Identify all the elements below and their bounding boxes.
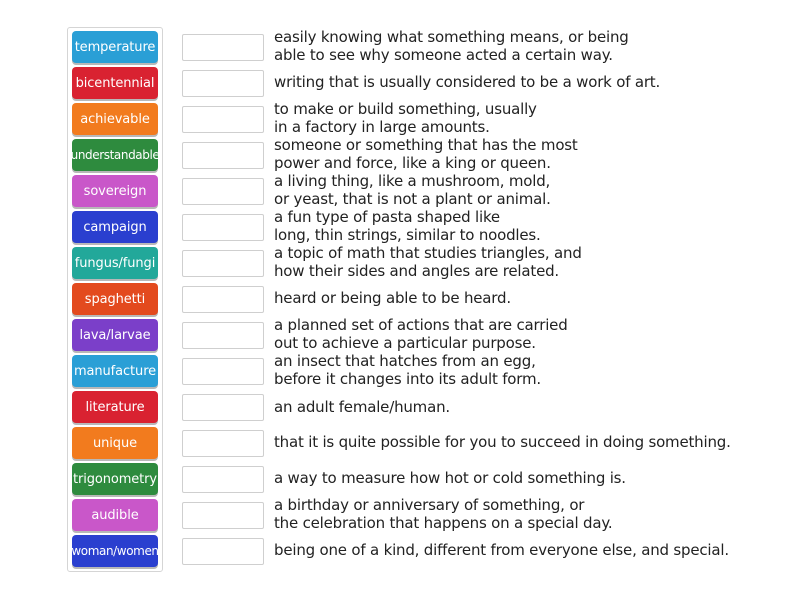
definition-15-line-1: being one of a kind, different from everyone else, and special. xyxy=(274,541,729,559)
definition-11-line-1: an adult female/human. xyxy=(274,398,450,416)
word-tile-audible[interactable]: audible xyxy=(72,499,158,531)
answer-drop-box-8[interactable] xyxy=(182,286,264,313)
definition-6-line-1: a fun type of pasta shaped like xyxy=(274,208,500,226)
definition-6 xyxy=(274,208,774,244)
answer-drop-box-6[interactable] xyxy=(182,214,264,241)
word-tile-lava-larvae[interactable]: lava/larvae xyxy=(72,319,158,351)
answer-drop-box-4[interactable] xyxy=(182,142,264,169)
definition-6-line-2: long, thin strings, similar to noodles. xyxy=(274,226,541,244)
definition-10-line-1: an insect that hatches from an egg, xyxy=(274,352,536,370)
word-tile-achievable[interactable]: achievable xyxy=(72,103,158,135)
definition-9 xyxy=(274,316,774,352)
definition-11 xyxy=(274,398,774,416)
definition-1 xyxy=(274,28,774,64)
word-tile-panel xyxy=(67,27,163,572)
answer-drop-box-11[interactable] xyxy=(182,394,264,421)
definition-8 xyxy=(274,289,774,307)
definition-14-line-2: the celebration that happens on a special day. xyxy=(274,514,613,532)
word-tile-trigonometry[interactable]: trigonometry xyxy=(72,463,158,495)
word-tile-bicentennial[interactable]: bicentennial xyxy=(72,67,158,99)
definition-4 xyxy=(274,136,774,172)
definition-4-line-1: someone or something that has the most xyxy=(274,136,578,154)
answer-drop-box-13[interactable] xyxy=(182,466,264,493)
word-tile-fungus-fungi[interactable]: fungus/fungi xyxy=(72,247,158,279)
answer-drop-box-12[interactable] xyxy=(182,430,264,457)
definition-3 xyxy=(274,100,774,136)
definition-5-line-2: or yeast, that is not a plant or animal. xyxy=(274,190,551,208)
definition-1-line-2: able to see why someone acted a certain way. xyxy=(274,46,613,64)
answer-drop-box-3[interactable] xyxy=(182,106,264,133)
definition-14 xyxy=(274,496,774,532)
definition-12 xyxy=(274,433,774,451)
definition-4-line-2: power and force, like a king or queen. xyxy=(274,154,551,172)
word-tile-campaign[interactable]: campaign xyxy=(72,211,158,243)
answer-drop-box-7[interactable] xyxy=(182,250,264,277)
definition-10-line-2: before it changes into its adult form. xyxy=(274,370,541,388)
word-tile-understandable[interactable]: understandable xyxy=(72,139,158,171)
word-tile-literature[interactable]: literature xyxy=(72,391,158,423)
definition-7-line-2: how their sides and angles are related. xyxy=(274,262,559,280)
definition-1-line-1: easily knowing what something means, or being xyxy=(274,28,629,46)
definition-14-line-1: a birthday or anniversary of something, or xyxy=(274,496,585,514)
definition-9-line-2: out to achieve a particular purpose. xyxy=(274,334,536,352)
answer-drop-box-9[interactable] xyxy=(182,322,264,349)
definition-5 xyxy=(274,172,774,208)
definition-15 xyxy=(274,541,774,559)
answer-drop-box-1[interactable] xyxy=(182,34,264,61)
definition-10 xyxy=(274,352,774,388)
definition-8-line-1: heard or being able to be heard. xyxy=(274,289,511,307)
definition-12-line-1: that it is quite possible for you to succeed in doing something. xyxy=(274,433,731,451)
word-tile-spaghetti[interactable]: spaghetti xyxy=(72,283,158,315)
definition-3-line-1: to make or build something, usually xyxy=(274,100,537,118)
word-tile-sovereign[interactable]: sovereign xyxy=(72,175,158,207)
answer-drop-box-5[interactable] xyxy=(182,178,264,205)
answer-drop-box-10[interactable] xyxy=(182,358,264,385)
answer-drop-box-15[interactable] xyxy=(182,538,264,565)
definition-7 xyxy=(274,244,774,280)
answer-drop-box-2[interactable] xyxy=(182,70,264,97)
definition-5-line-1: a living thing, like a mushroom, mold, xyxy=(274,172,551,190)
word-tile-woman-women[interactable]: woman/women xyxy=(72,535,158,567)
word-tile-temperature[interactable]: temperature xyxy=(72,31,158,63)
definition-7-line-1: a topic of math that studies triangles, and xyxy=(274,244,582,262)
definition-13-line-1: a way to measure how hot or cold something is. xyxy=(274,469,626,487)
definition-13 xyxy=(274,469,774,487)
word-tile-manufacture[interactable]: manufacture xyxy=(72,355,158,387)
definition-2 xyxy=(274,73,774,91)
answer-drop-box-14[interactable] xyxy=(182,502,264,529)
definition-2-line-1: writing that is usually considered to be a work of art. xyxy=(274,73,661,91)
word-tile-unique[interactable]: unique xyxy=(72,427,158,459)
definition-3-line-2: in a factory in large amounts. xyxy=(274,118,490,136)
definition-9-line-1: a planned set of actions that are carried xyxy=(274,316,568,334)
